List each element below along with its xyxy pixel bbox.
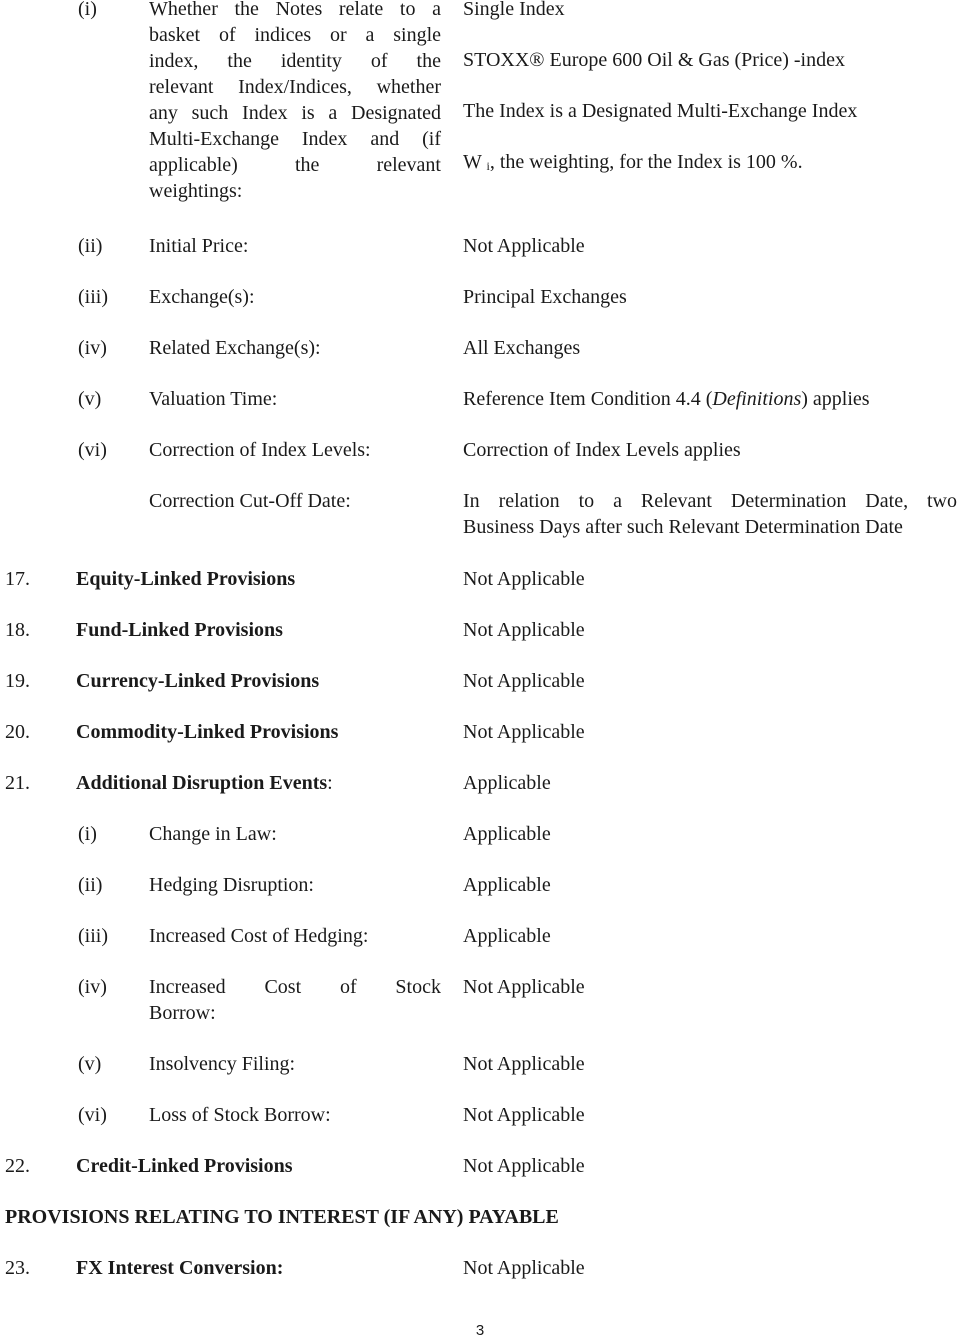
item-label-correction-levels: Correction of Index Levels: xyxy=(149,439,371,461)
label-line: weightings: xyxy=(149,180,243,202)
provision-number: 17. xyxy=(5,568,30,590)
disruption-item-number: (vi) xyxy=(78,1104,107,1126)
provision-number: 18. xyxy=(5,619,30,641)
disruption-item-label xyxy=(149,974,441,1026)
provision-value: Not Applicable xyxy=(463,721,585,743)
provision-number: 21. xyxy=(5,772,30,794)
label-line: Borrow: xyxy=(149,1002,216,1024)
disruption-item-number: (i) xyxy=(78,823,97,845)
disruption-item-value: Not Applicable xyxy=(463,1053,585,1075)
item-value-initial-price: Not Applicable xyxy=(463,235,585,257)
provision-heading-credit: Credit-Linked Provisions xyxy=(76,1155,293,1177)
provision-number: 23. xyxy=(5,1257,30,1279)
disruption-item-value: Applicable xyxy=(463,823,551,845)
item-number-v: (v) xyxy=(78,388,102,410)
provision-heading-fund: Fund-Linked Provisions xyxy=(76,619,283,641)
label-line: Whether the Notes relate to a xyxy=(149,0,441,20)
weighting-text: , the weighting, for the Index is 100 %. xyxy=(489,151,803,173)
heading-text: Additional Disruption Events xyxy=(76,772,328,794)
disruption-item-label: Increased Cost of Hedging: xyxy=(149,925,369,947)
value-line: In relation to a Relevant Determination Date, two xyxy=(463,490,957,512)
disruption-item-value: Not Applicable xyxy=(463,976,585,998)
value-index-name: STOXX® Europe 600 Oil & Gas (Price) -index xyxy=(463,49,845,71)
item-value-correction-levels: Correction of Index Levels applies xyxy=(463,439,741,461)
disruption-item-number: (iv) xyxy=(78,976,107,998)
disruption-item-number: (v) xyxy=(78,1053,102,1075)
disruption-item-label: Insolvency Filing: xyxy=(149,1053,296,1075)
disruption-item-number: (iii) xyxy=(78,925,108,947)
disruption-item-label: Change in Law: xyxy=(149,823,277,845)
item-value-cutoff-date xyxy=(463,488,957,540)
item-value-exchanges: Principal Exchanges xyxy=(463,286,627,308)
item-number-ii: (ii) xyxy=(78,235,103,257)
page-number: 3 xyxy=(475,1322,485,1339)
provision-heading-disruption xyxy=(76,770,333,796)
provision-value: Applicable xyxy=(463,772,551,794)
provision-number: 19. xyxy=(5,670,30,692)
label-line: index, the identity of the xyxy=(149,50,441,72)
item-number-vi: (vi) xyxy=(78,439,107,461)
value-designated: The Index is a Designated Multi-Exchange Index xyxy=(463,100,858,122)
disruption-item-value: Not Applicable xyxy=(463,1104,585,1126)
provision-value: Not Applicable xyxy=(463,670,585,692)
item-label-exchanges: Exchange(s): xyxy=(149,286,255,308)
item-label-initial-price: Initial Price: xyxy=(149,235,249,257)
disruption-item-value: Applicable xyxy=(463,874,551,896)
weighting-symbol: W xyxy=(463,151,482,173)
item-number-i: (i) xyxy=(78,0,97,20)
provision-number: 20. xyxy=(5,721,30,743)
value-text: ) applies xyxy=(801,388,870,410)
heading-colon: : xyxy=(327,772,333,794)
item-label-related-exchanges: Related Exchange(s): xyxy=(149,337,321,359)
item-label-cutoff-date: Correction Cut-Off Date: xyxy=(149,490,351,512)
disruption-item-number: (ii) xyxy=(78,874,103,896)
provision-number: 22. xyxy=(5,1155,30,1177)
weighting-subscript: i xyxy=(486,159,490,173)
provision-value: Not Applicable xyxy=(463,619,585,641)
item-value-related-exchanges: All Exchanges xyxy=(463,337,581,359)
label-line: Multi-Exchange Index and (if xyxy=(149,128,441,150)
item-value-valuation-time xyxy=(463,386,870,412)
value-single-index: Single Index xyxy=(463,0,565,20)
provision-heading-equity: Equity-Linked Provisions xyxy=(76,568,296,590)
label-line: Increased Cost of Stock xyxy=(149,976,441,998)
provision-heading-fx: FX Interest Conversion: xyxy=(76,1257,284,1279)
item-label-valuation-time: Valuation Time: xyxy=(149,388,278,410)
provision-value: Not Applicable xyxy=(463,1257,585,1279)
value-weighting xyxy=(463,149,803,179)
disruption-item-value: Applicable xyxy=(463,925,551,947)
provision-value: Not Applicable xyxy=(463,1155,585,1177)
item-number-iii: (iii) xyxy=(78,286,108,308)
value-line: Business Days after such Relevant Determination Date xyxy=(463,516,903,538)
provision-value: Not Applicable xyxy=(463,568,585,590)
definitions-reference: Definitions xyxy=(712,388,802,410)
label-line: basket of indices or a single xyxy=(149,24,441,46)
label-line: relevant Index/Indices, whether xyxy=(149,76,441,98)
provision-heading-commodity: Commodity-Linked Provisions xyxy=(76,721,339,743)
item-label-index-notes xyxy=(149,0,441,204)
disruption-item-label: Hedging Disruption: xyxy=(149,874,314,896)
disruption-item-label: Loss of Stock Borrow: xyxy=(149,1104,331,1126)
provision-heading-currency: Currency-Linked Provisions xyxy=(76,670,320,692)
label-line: applicable) the relevant xyxy=(149,154,441,176)
item-number-iv: (iv) xyxy=(78,337,107,359)
section-heading: PROVISIONS RELATING TO INTEREST (IF ANY) PAYABLE xyxy=(5,1206,559,1228)
label-line: any such Index is a Designated xyxy=(149,102,441,124)
value-text: Reference Item Condition 4.4 ( xyxy=(463,388,713,410)
